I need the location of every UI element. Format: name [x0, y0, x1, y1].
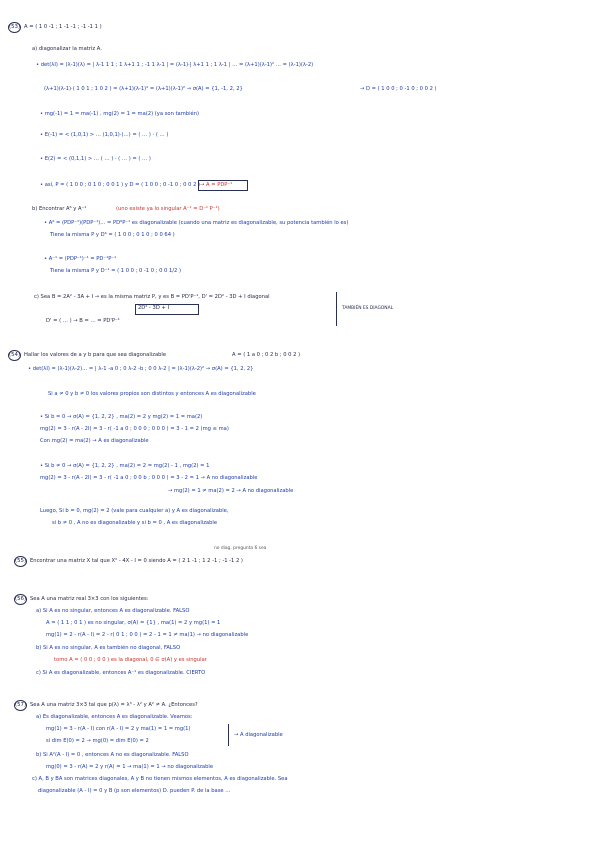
part-c-label: c) Sea B = 2A² - 3A + I → es la misma matriz P, y es B = PD'P⁻¹, D' = 2D² - 3D + I diagonal [34, 294, 270, 300]
exercise-number: (55) [14, 556, 27, 567]
a6-d-line: Tiene la misma P y D⁶ = ( 1 0 0 ; 0 1 0 ; 0 0 64 ) [50, 232, 175, 238]
ainv-d-line: Tiene la misma P y D⁻¹ = ( 1 0 0 ; 0 -1 0 ; 0 0 1/2 ) [50, 268, 182, 274]
conclusion-2: si b ≠ 0 , A no es diagonalizable y si b = 0 , A es diagonalizable [52, 520, 218, 526]
item-a-1: mg(1) = 3 - r(A - I) con r(A - I) = 2 y ma(1) = 1 = mg(1) [46, 726, 191, 732]
item-a: a) Si A es no singular, entonces A es diagonalizable. FALSO [36, 608, 190, 614]
item-c-1: diagonalizable (A - I) = 0 y B (p son elementos) D. pueden P. de la base … [38, 788, 231, 794]
eigenspace-2: • E(2) = < (0,1,1) > … ( … ) · ( … ) = ( … ) [40, 156, 151, 162]
exercise-statement: Encontrar una matriz X tal que X² - 4X - I = 0 siendo A = ( 2 1 -1 ; 1 2 -1 ; -1 -1 2 ) [30, 558, 243, 564]
exercise-statement: Hallar los valores de a y b para que sea diagonalizable [24, 352, 167, 358]
distinct-eigen: Si a ≠ 0 y b ≠ 0 los valores propios son distintos y entonces A es diagonalizable [48, 391, 256, 397]
item-b-note: tomo A = ( 0 0 ; 0 0 ) es la diagonal, 0 ∈ σ(A) y es singular [54, 657, 207, 663]
det-line: • det(λI) = (λ-1)(λ-2)… = | λ-1 -a 0 ; 0 λ-2 -b ; 0 0 λ-2 | = (λ-1)(λ-2)² → σ(A) = {1, 2, 2} [28, 366, 254, 372]
conclusion-1: Luego, Si b = 0, mg(2) = 2 (vale para cualquier a) y A es diagonalizable, [40, 508, 229, 514]
item-a-2: si dim E(0) = 2 → mg(0) = dim E(0) = 2 [46, 738, 149, 744]
matrix-a: A = ( 1 a 0 ; 0 2 b ; 0 0 2 ) [232, 352, 301, 358]
det-line-2: (λ+1)(λ-1)·( 1 0 1 ; 1 0 2 ) = (λ+1)(λ-1)² = (λ+1)(λ-1)² → σ(A) = {1, -1, 2, 2} [44, 86, 243, 92]
eigenspace-minus1: • E(-1) = < (1,0,1) > … (1,0,1)·(…) = ( … ) · ( … ) [40, 132, 169, 138]
exercise-number: (57) [14, 700, 27, 711]
case-b0: • Si b = 0 → σ(A) = {1, 2, 2} , ma(2) = 2 y mg(2) = 1 = ma(2) [40, 414, 203, 420]
part-b-note: (uno existe ya lo singular A⁻¹ = D⁻¹ P⁻¹) [116, 206, 220, 212]
exercise-statement: Sea A una matriz 3×3 tal que p(λ) = λ³ - λ² y A² ≠ A. ¿Entonces? [30, 702, 198, 708]
item-b-1: mg(0) = 3 - r(A) = 2 y r(A) = 1 → ma(1) = 1 → no diagonalizable [46, 764, 214, 770]
exercise-number: (53) [8, 22, 21, 33]
item-a-2: mg(1) = 2 - r(A - I) = 2 - r( 0 1 ; 0 0 ) = 2 - 1 = 1 ≠ ma(1) → no diagonalizable [46, 632, 249, 638]
case-bnot0: • Si b ≠ 0 → σ(A) = {1, 2, 2} , ma(2) = 2 = mg(2) - 1 , mg(2) = 1 [40, 463, 210, 469]
p-and-d: • así, P = ( 1 0 0 ; 0 1 0 ; 0 0 1 ) y D = ( 1 0 0 ; 0 -1 0 ; 0 0 2 ) [40, 182, 201, 188]
det-line: • det(λI) = (λ-1)(λ) = | λ-1 1 1 ; 1 λ+1 1 ; -1 1 λ-1 | = (λ-1)·| λ+1 1 ; 1 λ-1 | … = (λ+1)(λ-1)² … = (λ-1)(λ-2) [36, 62, 314, 68]
diagonal-d: → D = ( 1 0 0 ; 0 -1 0 ; 0 0 2 ) [360, 86, 437, 92]
mg-computation: mg(2) = 3 - r(A - 2I) = 3 - r( -1 a 0 ; 0 0 0 ; 0 0 0 ) = 3 - 1 = 2 (mg ≤ ma) [40, 426, 229, 432]
side-note: no diag. pregunta 6 sea [214, 546, 267, 551]
item-a-1: A = ( 1 1 ; 0 1 ) es no singular, σ(A) = {1} , ma(1) = 2 y mg(1) = 1 [46, 620, 221, 626]
item-c: c) Si A es diagonalizable, entonces A⁻¹ es diagonalizable. CIERTO [36, 670, 206, 676]
part-a-label: a) diagonalizar la matriz A. [32, 46, 102, 52]
mg-computation-2: mg(2) = 3 - r(A - 2I) = 3 - r( -1 a 0 ; 0 0 b ; 0 0 0 ) = 3 - 2 = 1 → A no diagonalizable [40, 475, 258, 481]
a6-line: • A⁶ = (PDP⁻¹)(PDP⁻¹)… = PD⁶P⁻¹ es diagonalizable (cuando una matriz es diagonalizable, su potencia también lo es) [44, 220, 349, 226]
c-d-prime: D' = ( … ) → B = … = PD'P⁻¹ [46, 318, 120, 324]
brace [336, 292, 337, 326]
exercise-number: (56) [14, 594, 27, 605]
part-b-label: b) Encontrar A⁶ y A⁻¹ [32, 206, 87, 212]
ainv-line: • A⁻¹ = (PDP⁻¹)⁻¹ = PD⁻¹P⁻¹ [44, 256, 117, 262]
item-a: a) Es diagonalizable, entonces A es diagonalizable. Veamos: [36, 714, 193, 720]
item-b: b) Si A es no singular, A es también no diagonal, FALSO [36, 645, 181, 651]
c-box-text: 2D² - 3D + I [138, 305, 170, 311]
item-b: b) Si A²(A - I) = 0 , entonces A no es diagonalizable. FALSO [36, 752, 189, 758]
case-bnot0-result: → mg(2) = 1 ≠ ma(2) = 2 → A no diagonalizable [168, 488, 294, 494]
a-equals-pdp: → A = PDP⁻¹ [200, 182, 233, 188]
exercise-statement: Sea A una matriz real 3×3 con los siguientes: [30, 596, 149, 602]
c-note: TAMBIÉN ES DIAGONAL [342, 306, 394, 311]
case-b0-result: Con mg(2) = ma(2) → A es diagonalizable [40, 438, 149, 444]
brace [228, 724, 229, 746]
matrix-statement: A = ( 1 0 -1 ; 1 -1 -1 ; -1 -1 1 ) [24, 24, 102, 30]
exercise-number: (54) [8, 350, 21, 361]
item-c: c) A, B y BA son matrices diagonales, A y B no tienen mismos elementos, A es diagonalizable. Sea [32, 776, 288, 782]
result-box [198, 180, 248, 191]
item-a-result: → A diagonalizable [234, 732, 283, 738]
multiplicity-line: • mg(-1) = 1 = ma(-1) , mg(2) = 1 = ma(2) (ya son también) [40, 111, 200, 117]
